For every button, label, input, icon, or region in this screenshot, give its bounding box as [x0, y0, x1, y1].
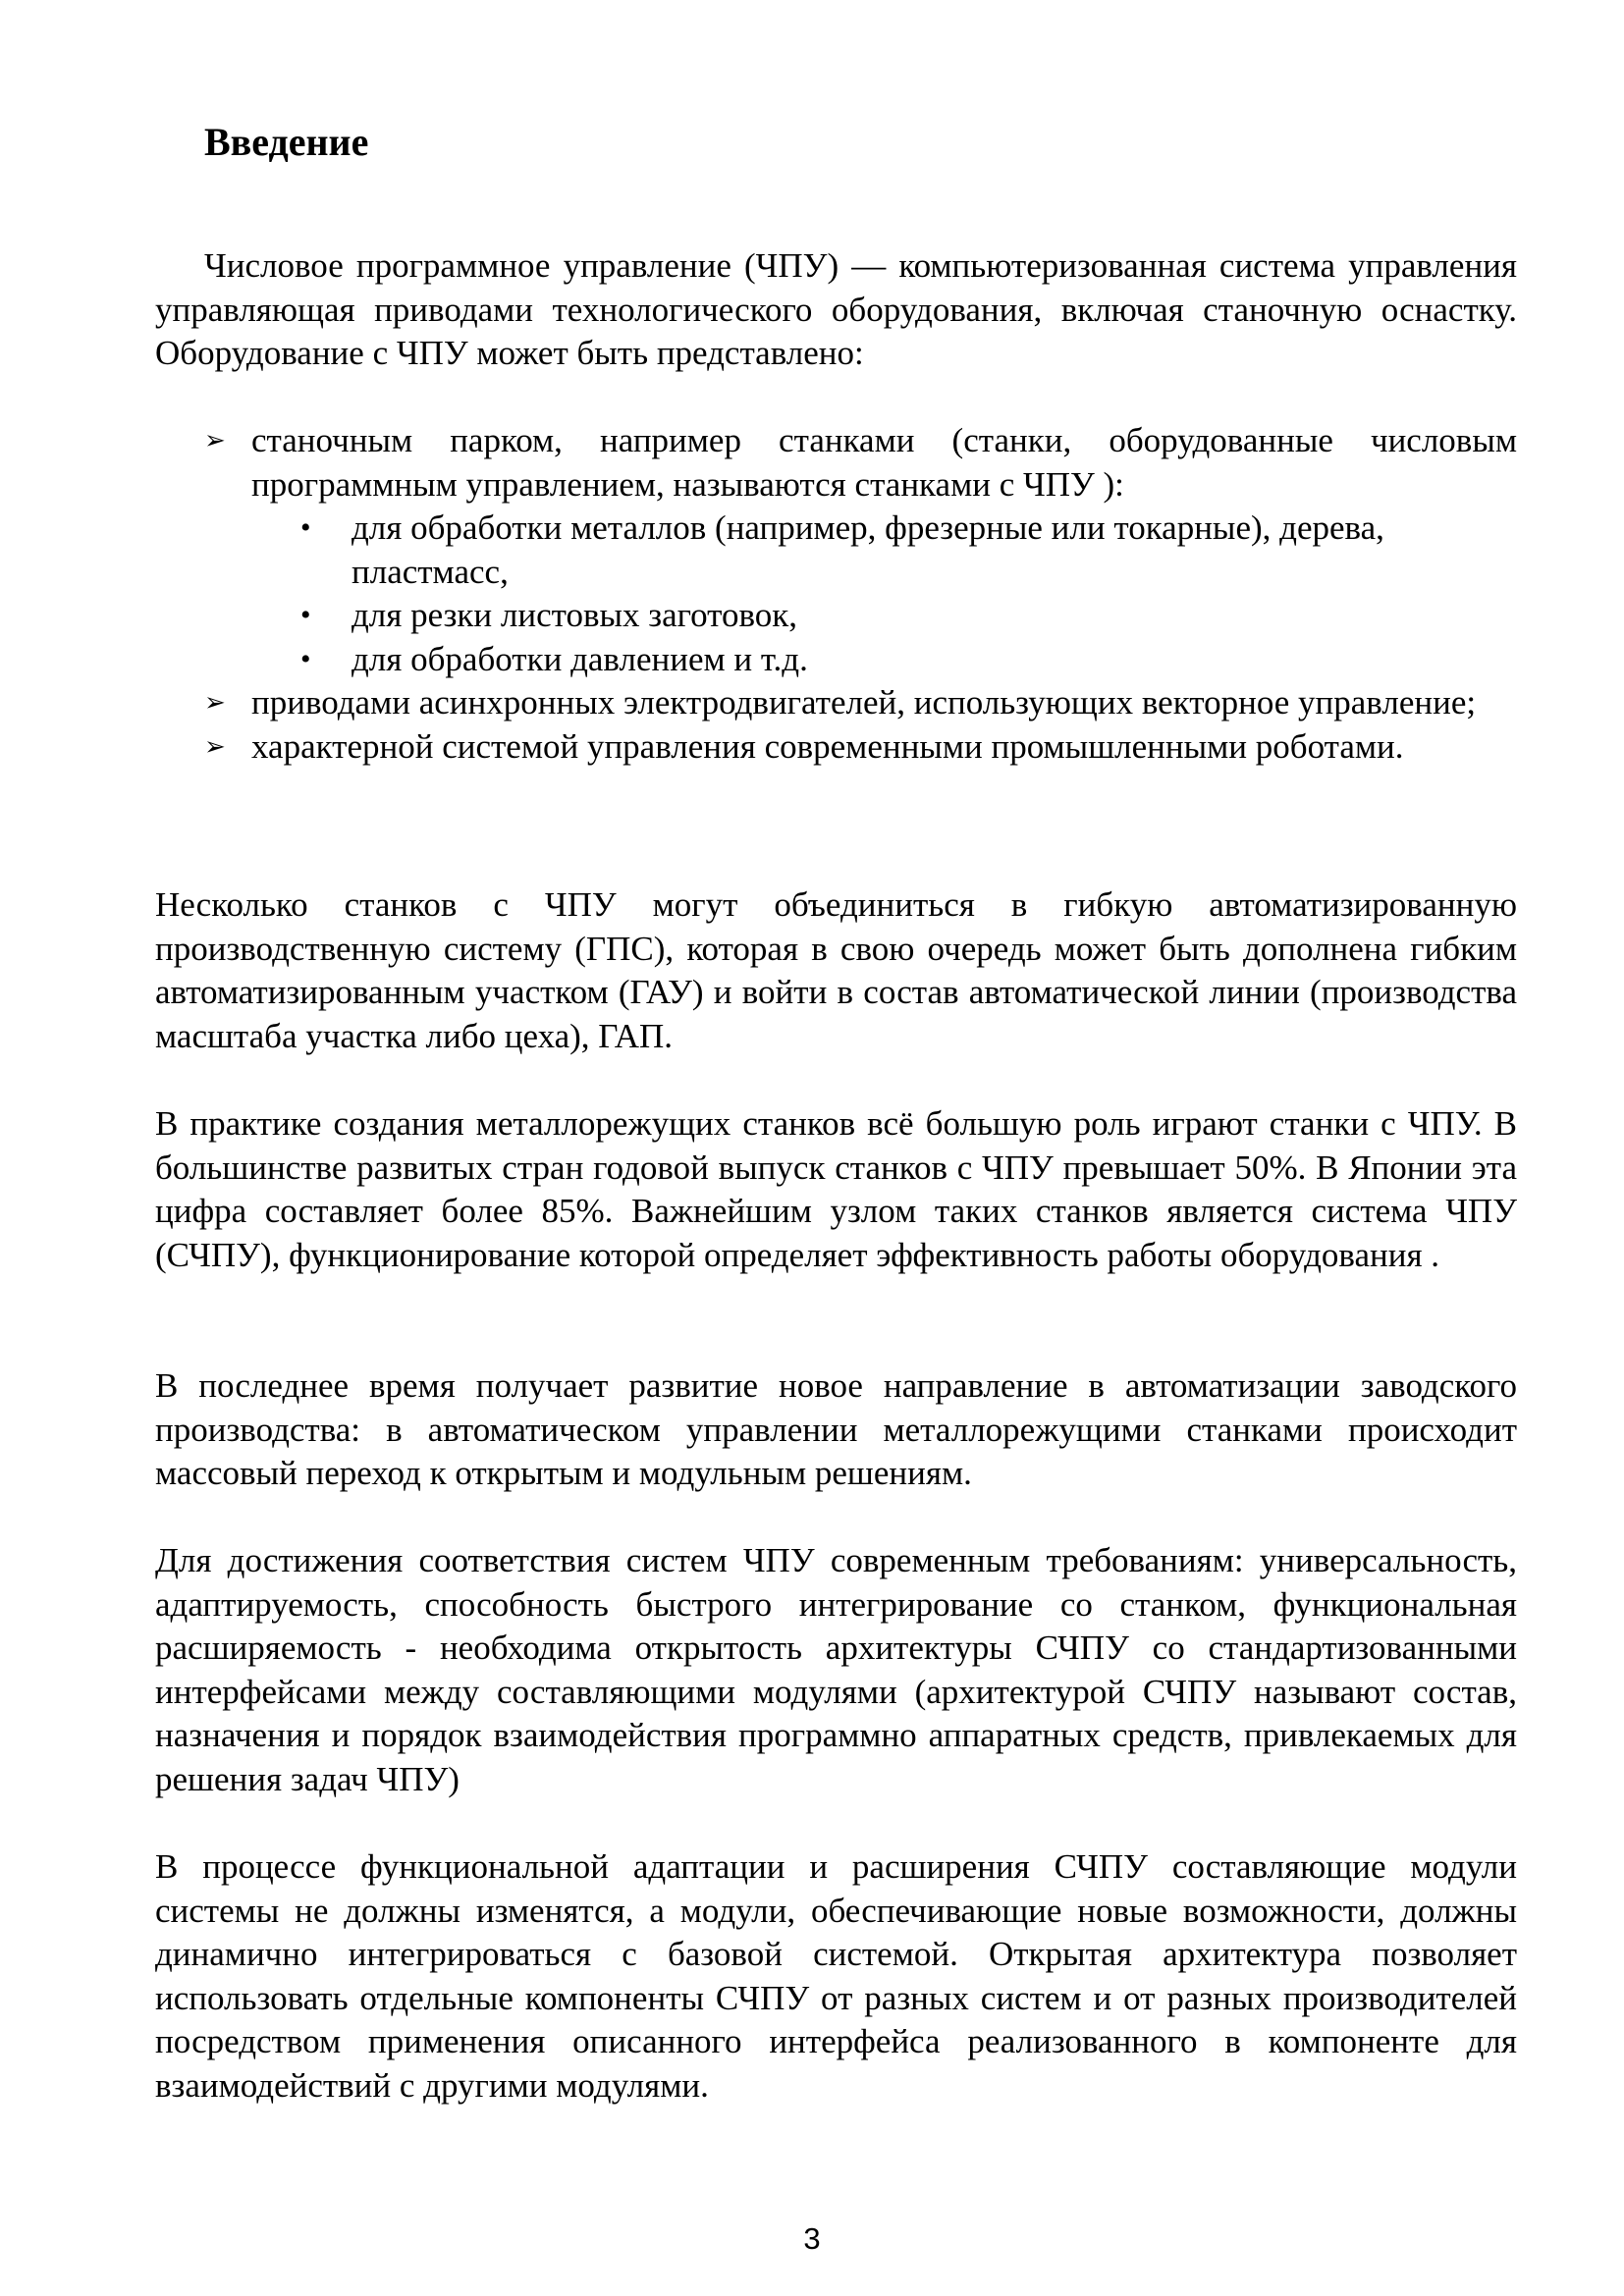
equipment-list	[155, 419, 1517, 769]
dot-bullet-icon: •	[300, 599, 311, 631]
sub-list-item-text: для обработки металлов (например, фрезерные или токарные), дерева, пластмасс,	[352, 508, 1384, 591]
paragraph-cnc-share	[155, 1102, 1517, 1277]
sub-list-item	[155, 638, 1517, 682]
paragraph-text: В практике создания металлорежущих станков всё большую роль играют станки с ЧПУ. В большинстве развитых стран годовой выпуск станков с ЧПУ превышает 50%. В Японии эта цифра составляет более 85%. Важнейшим узлом таких станков является система ЧПУ (СЧПУ), функционирование которой определяет эффективность работы оборудования .	[155, 1104, 1517, 1274]
paragraph-text: Для достижения соответствия систем ЧПУ современным требованиям: универсальность, адаптируемость, способность быстрого интегрирование со станком, функциональная расширяемость - необходима открытость архитектуры СЧПУ со стандартизованными интерфейсами между составляющими модулями (архитектурой СЧПУ называют состав, назначения и порядок взаимодействия программно аппаратных средств, привлекаемых для решения задач ЧПУ)	[155, 1541, 1517, 1798]
sub-list-item	[155, 507, 1517, 594]
paragraph-new-direction	[155, 1364, 1517, 1496]
paragraph-text: В последнее время получает развитие новое направление в автоматизации заводского производства: в автоматическом управлении металлорежущими станками происходит массовый переход к открытым и модульным решениям.	[155, 1366, 1517, 1492]
paragraph-text: Несколько станков с ЧПУ могут объединиться в гибкую автоматизированную производственную систему (ГПС), которая в свою очередь может быть дополнена гибким автоматизированным участком (ГАУ) и войти в состав автоматической линии (производства масштаба участка либо цеха), ГАП.	[155, 885, 1517, 1055]
section-heading: Введение	[204, 120, 369, 164]
paragraph-open-architecture	[155, 1539, 1517, 1801]
intro-paragraph	[155, 244, 1517, 376]
paragraph-text: В процессе функциональной адаптации и расширения СЧПУ составляющие модули системы не должны изменятся, а модули, обеспечивающие новые возможности, должны динамично интегрироваться с базовой системой. Открытая архитектура позволяет использовать отдельные компоненты СЧПУ от разных систем и от разных производителей посредством применения описанного интерфейса реализованного в компоненте для взаимодействий с другими модулями.	[155, 1847, 1517, 2105]
arrow-bullet-icon: ➢	[204, 426, 226, 455]
list-item	[155, 419, 1517, 507]
dot-bullet-icon: •	[300, 511, 311, 544]
intro-text: Числовое программное управление (ЧПУ) — компьютеризованная система управления управляющая приводами технологического оборудования, включая станочную оснастку. Оборудование с ЧПУ может быть представлено:	[155, 246, 1517, 372]
list-item	[155, 725, 1517, 770]
page-number: 3	[803, 2221, 821, 2256]
arrow-bullet-icon: ➢	[204, 731, 226, 762]
list-item	[155, 681, 1517, 725]
paragraph-adaptation	[155, 1845, 1517, 2108]
sub-list-item	[155, 594, 1517, 638]
list-item-text: станочным парком, например станками (станки, оборудованные числовым программным управлением, называются станками с ЧПУ ):	[251, 421, 1517, 504]
list-item-text: характерной системой управления современными промышленными роботами.	[251, 726, 1404, 766]
sub-list-item-text: для резки листовых заготовок,	[352, 596, 798, 634]
arrow-bullet-icon: ➢	[204, 688, 226, 718]
sub-list-item-text: для обработки давлением и т.д.	[352, 639, 808, 678]
dot-bullet-icon: •	[300, 642, 311, 675]
paragraph-flexible-systems	[155, 883, 1517, 1058]
list-item-text: приводами асинхронных электродвигателей, использующих векторное управление;	[251, 683, 1477, 721]
